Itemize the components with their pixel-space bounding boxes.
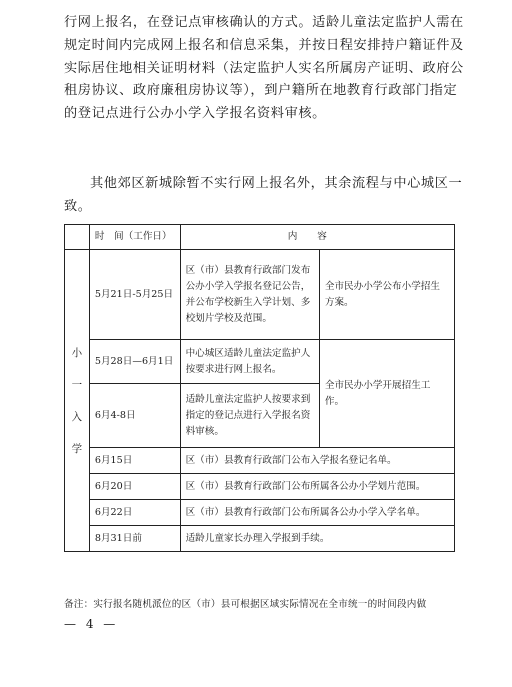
row-time-cell: 6月4-8日 <box>89 384 180 448</box>
row-content-cell: 适龄儿童家长办理入学报到手续。 <box>180 526 454 552</box>
side-label-primary-enrollment <box>72 345 83 457</box>
table-row <box>65 340 455 384</box>
paragraph-suburb-text: 其他郊区新城除暂不实行网上报名外，其余流程与中心城区一致。 <box>64 176 463 214</box>
row-time-cell: 6月22日 <box>89 500 180 526</box>
table-row <box>65 474 455 500</box>
header-blank-cell <box>65 225 90 250</box>
row-time-cell: 6月20日 <box>89 474 180 500</box>
row-public-school-cell: 区（市）县教育行政部门发布公办小学入学报名登记公告，并公布学校新生入学计划、多校划片学校及范围。 <box>180 250 319 340</box>
table-row <box>65 526 455 552</box>
side-label-cell <box>65 250 90 552</box>
table-header-row <box>65 225 455 250</box>
table-row <box>65 250 455 340</box>
row-time-cell: 5月21日-5月25日 <box>89 250 180 340</box>
side-label-char: 入 <box>71 410 83 423</box>
side-label-char: 小 <box>71 346 83 359</box>
row-private-school-cell: 全市民办小学开展招生工作。 <box>319 340 454 448</box>
page-number: — 4 — <box>64 617 119 631</box>
row-time-cell: 5月28日—6月1日 <box>89 340 180 384</box>
row-public-school-cell: 中心城区适龄儿童法定监护人按要求进行网上报名。 <box>180 340 319 384</box>
side-label-char: 一 <box>71 378 83 391</box>
table-row <box>65 500 455 526</box>
header-time: 时 间（工作日） <box>89 225 180 250</box>
header-content: 内容 <box>180 225 454 250</box>
row-content-cell: 区（市）县教育行政部门公布入学报名登记名单。 <box>180 448 454 474</box>
row-public-school-cell: 适龄儿童法定监护人按要求到指定的登记点进行入学报名资料审核。 <box>180 384 319 448</box>
paragraph-suburb-note <box>64 173 464 219</box>
row-content-cell: 区（市）县教育行政部门公布所属各公办小学入学名单。 <box>180 500 454 526</box>
footnote: 备注：实行报名随机派位的区（市）县可根据区域实际情况在全市统一的时间段内做 <box>64 599 427 610</box>
row-content-cell: 区（市）县教育行政部门公布所属各公办小学划片范围。 <box>180 474 454 500</box>
row-time-cell: 6月15日 <box>89 448 180 474</box>
table-row <box>65 448 455 474</box>
row-time-cell: 8月31日前 <box>89 526 180 552</box>
enrollment-schedule-table <box>64 224 455 552</box>
paragraph-registration-process: 行网上报名，在登记点审核确认的方式。适龄儿童法定监护人需在规定时间内完成网上报名和信息采集，并按日程安排持户籍证件及实际居住地相关证明材料（法定监护人实名所属房产证明、政府公租房协议、政府廉租房协议等），到户籍所在地教育行政部门指定的登记点进行公办小学入学报名资料审核。 <box>64 15 464 122</box>
side-label-char: 学 <box>71 442 83 455</box>
row-private-school-cell: 全市民办小学公布小学招生方案。 <box>319 250 454 340</box>
